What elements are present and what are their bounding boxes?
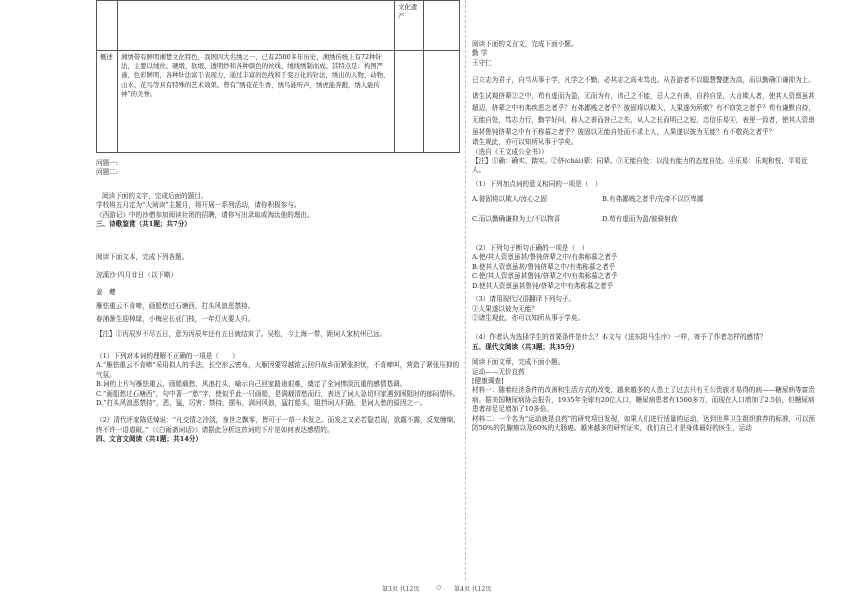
classical-question-3: （3）请用现代汉语翻译下列句子。	[472, 295, 576, 304]
option-d: D.“打头风浪恶禁持”，恶，猛，厉害；禁持，摆布，满河风浪，猛打船头，阻挡词人归路，是词人愁的原因之一。	[96, 398, 427, 407]
question-2-label: 问题二:	[96, 168, 119, 177]
table-content-cell: 湘绣带有鲜明湘楚文化特色，我国四大名绣之一，已有2500多年历史，湘绣传统上有72种针法，主要以绒丝、硬缎、软缎、透明纱和各种颜色的丝线、绒线绣制而成。其特点是：构图严谨，色彩鲜明，各种针法富于表现力，通过丰富的色线和千变万化的针法，绣出的人物、动物、山水、花鸟等具有特殊的艺术效果。曾有“绣花花生香，绣鸟能听声，绣虎能奔跑，绣人能传神”的美誉。	[118, 51, 395, 153]
section-4-heading: 四、文言文阅读（共1题；共14分）	[96, 435, 203, 444]
info-table	[96, 0, 460, 153]
modern-material-2: 材料二：一个名为“运动就是良药”的研究项目发现，如果人们进行适量的运动，达到世界卫生组织推荐的标准，可以预防50%的乳腺癌以及60%的大肠癌。越来越多的研究证实，我们自己才是身体最好的医生，运动	[472, 414, 816, 432]
classical-para-1: 已立志为君子，自当从事于学，凡学之不勤，必其志之尚未笃也。从吾游者不以聪慧警捷为高，而以勤确①谦抑为上。	[472, 76, 815, 85]
modern-tag: [健康调查]	[472, 376, 504, 385]
poem-question-2: （2）清代评家陈廷焯说：“凡交情之冷淡，身世之飘零，皆可于一草一木发之。而发之又必若隐若现，欲露不露，反复缠绵，终不许一语道破。”（《白雨斋词话》）请据此分析这首词的下片是如何表达感情的。	[96, 416, 460, 434]
q1-option-a: A.彼固将以欺人/汝心之固	[472, 195, 548, 204]
q3-sentence-1: ①人果遂以彼为无能？	[472, 304, 538, 313]
modern-intro: 阅读下面文章，完成下面小题。	[472, 358, 565, 367]
reading-para-3: 《西游记》中的沙僧参加阅读社团的招聘，请你写出录取或淘汰他的理由。	[96, 210, 314, 219]
modern-title: 运动——无价良药	[472, 367, 525, 376]
reading-intro: 阅读下面的文字，完成后面的题目。	[102, 191, 208, 200]
q1-option-d: D.苟有虚而为盈/彼骑射我	[602, 214, 678, 223]
table-label-cell: 概述	[97, 51, 118, 153]
q2-option-c: C.使/其人资禀虽甚鲁钝/侪辈之中/有弗称慕之者乎	[472, 272, 618, 281]
poem-line-1: 雁怯重云不肯啼，画船愁过石塘西，打头风浪恶禁持。	[96, 301, 255, 310]
classical-para-2: 诸生试观侪辈②之中，苟有虚而为盈，无而为有，讳己之不能，忌人之有善，自矜自是，大言欺人者，使其人资禀虽甚超迈，侪辈之中有弗疾恶之者乎？有弗鄙贱之者乎？彼固将以欺人，人果遂为所欺？有不窃笑之者乎？苟有谦默自持，无能自处，笃志力行，勤学好问，称人之善而咎己之失，从人之长而明己之短，忠信乐易④，表里一致者，使其人资禀虽甚鲁钝侪辈之中有不称慕之者乎？彼固以无能自处而不求上人，人果遂以彼为无能？有不敬尚之者乎？	[472, 92, 815, 137]
poem-title: 浣溪沙·四月廿日（以下略）	[96, 270, 178, 279]
classical-question-2: （2）下列句子断句正确的一项是（ ）	[472, 244, 589, 253]
classical-author: 王守仁	[472, 58, 492, 67]
poem-line-2: 春浦渐生迎棹绿，小梅应长亚门枝，一年灯火要人归。	[96, 315, 255, 324]
poem-intro: 阅读下面文本，完成下列各题。	[96, 253, 189, 262]
option-c: C.“画船愁过石塘西”，句中著一“愁”字，使似乎此一只画船，是满载清愁而行，表达了词人急切归家遇到困阻时的郁闷情怀。	[96, 389, 460, 398]
section-5-heading: 五、现代文阅读（共3题；共35分）	[472, 342, 579, 351]
classical-note: 【注】①确：确实、踏实。②侪(chái)辈：同辈。③无能自处：以没有能力的态度自处。④乐易：乐观和悦、平易近人。	[472, 157, 808, 175]
page-number-right: 第4页 共12页	[454, 586, 492, 593]
classical-question-4: （4）作者认为选择学生的首要条件是什么？本文与《送东阳马生序》一样，寄予了作者怎样的感情？	[472, 333, 767, 342]
poem-note: 【注】①丙辰岁不尽五日，意为丙辰年还有五日就结束了。吴松，今上海一带，距词人家杭州已远。	[96, 330, 387, 339]
page-number-left: 第3页 共12页	[382, 586, 420, 593]
q2-option-a: A.使/其人资禀虽甚/鲁钝侪辈之中/有弗称慕之者乎	[472, 253, 618, 262]
q2-option-d: D.使其人资禀虽甚鲁钝/侪辈之中有弗称慕之者乎	[472, 281, 614, 290]
q1-option-c: C.而以勤确谦抑为上/不以物喜	[472, 214, 561, 223]
classical-question-1: （1）下列加点词的意义相同的一项是（ ）	[472, 179, 602, 188]
table-header-cell: 文化遗产	[395, 1, 424, 51]
reading-para-2: 学校将五月定为“大阅读”主题月，将开展一系列活动，请你积极参与。	[96, 201, 301, 210]
question-1-label: 问题一:	[96, 159, 119, 167]
modern-material-1: 材料一：随着经济条件的改善和生活方式的改变，越来越多的人患上了过去只有王公贵族才易得的病——糖尿病等富贵病。据美国糖尿病协会报告，1935年全球有20亿人口，糖尿病患者有1500多万，而现在人口增加了2.5倍，但糖尿病患者却足足增加了10多倍。	[472, 386, 815, 414]
section-3-heading: 三、诗歌鉴赏（共1题；共7分）	[96, 220, 191, 229]
classical-title: 勤 学	[472, 49, 488, 58]
poem-author: 姜 夔	[96, 288, 116, 297]
option-b: B.词的上片写雁怯重云，画船载愁，风浪打头，喻示自己回家路途艰难，奠定了全词惨淡沉重的感情基调。	[96, 380, 407, 389]
classical-intro: 阅读下面的文言文，完成下面小题。	[472, 40, 578, 48]
q3-sentence-2: ②诸生观此，亦可以知所从事于学矣。	[472, 313, 585, 322]
classical-source: （选自《王文成公全书》）	[472, 147, 548, 156]
option-a: A.“雁怯重云不肯啼”采用拟人的手法，长空形云密布，大雁因要穿越浓云回归故乡而紧张担忧，不肯啼叫，营造了紧张压抑的气氛。	[96, 361, 460, 379]
footer-separator: ○	[436, 584, 442, 591]
classical-para-3: 诸生观此，亦可以知所从事于学矣。	[472, 138, 578, 147]
q2-option-b: B.使其人资禀虽甚/鲁钝侪辈之中/有弗称慕之者乎	[472, 262, 616, 271]
poem-question-1: （1）下列对本词的理解不正确的一项是（ ）	[96, 351, 239, 360]
column-divider	[465, 0, 466, 580]
right-column	[472, 0, 818, 433]
q1-option-b: B.有弗鄙贱之者乎/先帝不以臣卑鄙	[602, 195, 704, 204]
left-column	[96, 0, 460, 445]
